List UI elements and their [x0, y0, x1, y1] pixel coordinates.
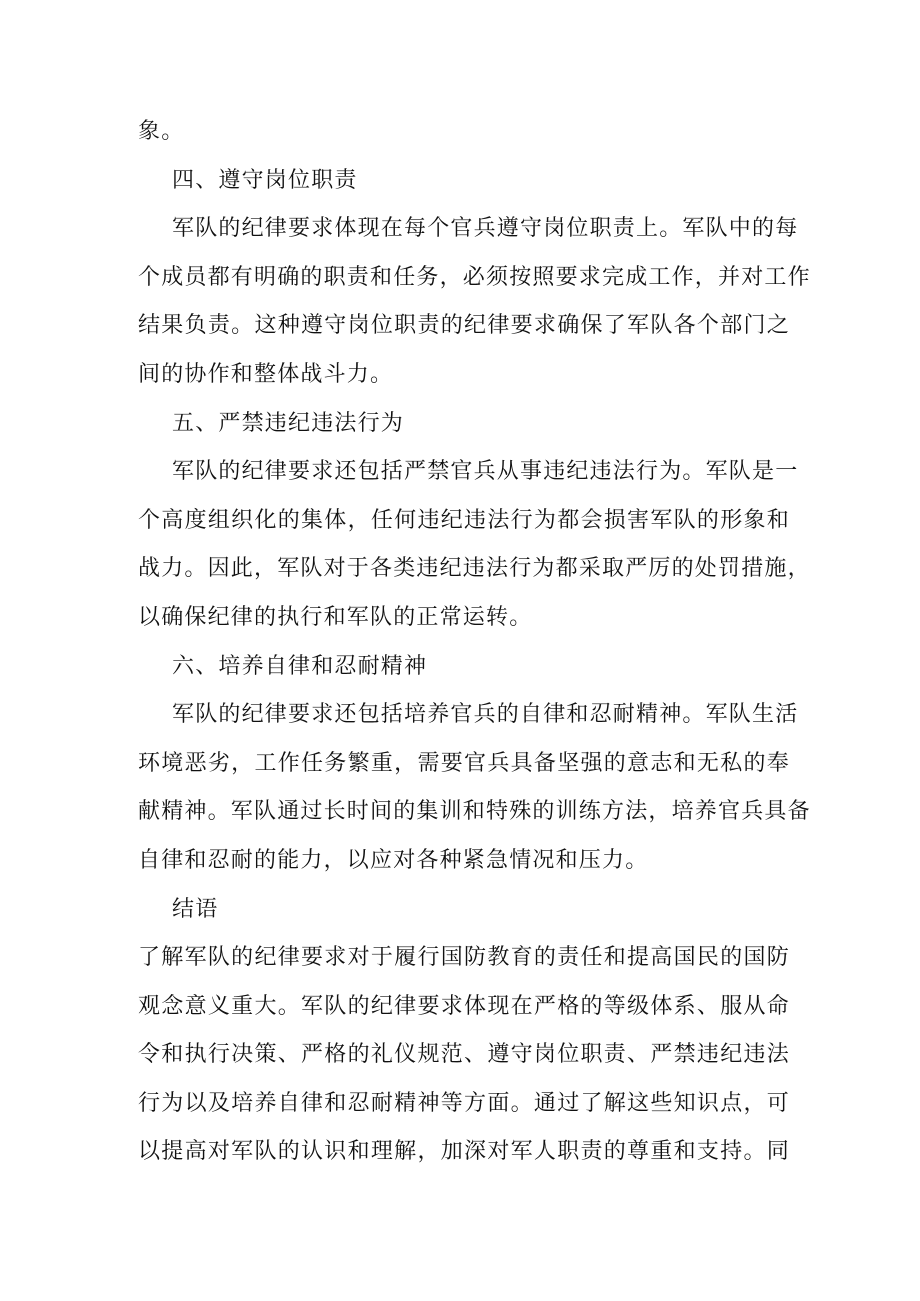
- paragraph-line: 献精神。军队通过长时间的集训和特殊的训练方法，培养官兵具备: [138, 799, 811, 825]
- paragraph-line: 行为以及培养自律和忍耐精神等方面。通过了解这些知识点，可: [138, 1090, 790, 1116]
- paragraph-end-line: 象。: [138, 119, 185, 144]
- section-heading-6: 六、培养自律和忍耐精神: [172, 653, 428, 679]
- section-heading-conclusion: 结语: [172, 896, 219, 922]
- paragraph-line: 军队的纪律要求体现在每个官兵遵守岗位职责上。军队中的每: [172, 216, 799, 242]
- document-body: [138, 108, 811, 1177]
- paragraph-end-line: 以确保纪律的执行和军队的正常运转。: [138, 604, 533, 630]
- paragraph-end-line: 间的协作和整体战斗力。: [138, 361, 394, 387]
- paragraph-line: 个成员都有明确的职责和任务，必须按照要求完成工作，并对工作: [138, 264, 811, 290]
- section-heading-5: 五、严禁违纪违法行为: [172, 410, 405, 436]
- paragraph-line: 观念意义重大。军队的纪律要求体现在严格的等级体系、服从命: [138, 993, 790, 1019]
- paragraph-end-line: 自律和忍耐的能力，以应对各种紧急情况和压力。: [138, 847, 649, 873]
- paragraph-line: 军队的纪律要求还包括培养官兵的自律和忍耐精神。军队生活: [172, 702, 799, 728]
- paragraph-line: 个高度组织化的集体，任何违纪违法行为都会损害军队的形象和: [138, 507, 790, 533]
- section-heading-4: 四、遵守岗位职责: [172, 167, 358, 193]
- paragraph-line: 以提高对军队的认识和理解，加深对军人职责的尊重和支持。同: [138, 1139, 790, 1165]
- paragraph-line: 了解军队的纪律要求对于履行国防教育的责任和提高国民的国防: [138, 945, 790, 971]
- paragraph-line: 令和执行决策、严格的礼仪规范、遵守岗位职责、严禁违纪违法: [138, 1042, 790, 1068]
- paragraph-line: 军队的纪律要求还包括严禁官兵从事违纪违法行为。军队是一: [172, 459, 799, 485]
- paragraph-line: 战力。因此，军队对于各类违纪违法行为都采取严厉的处罚措施，: [138, 556, 811, 582]
- paragraph-line: 环境恶劣，工作任务繁重，需要官兵具备坚强的意志和无私的奉: [138, 750, 790, 776]
- paragraph-line: 结果负责。这种遵守岗位职责的纪律要求确保了军队各个部门之: [138, 313, 790, 339]
